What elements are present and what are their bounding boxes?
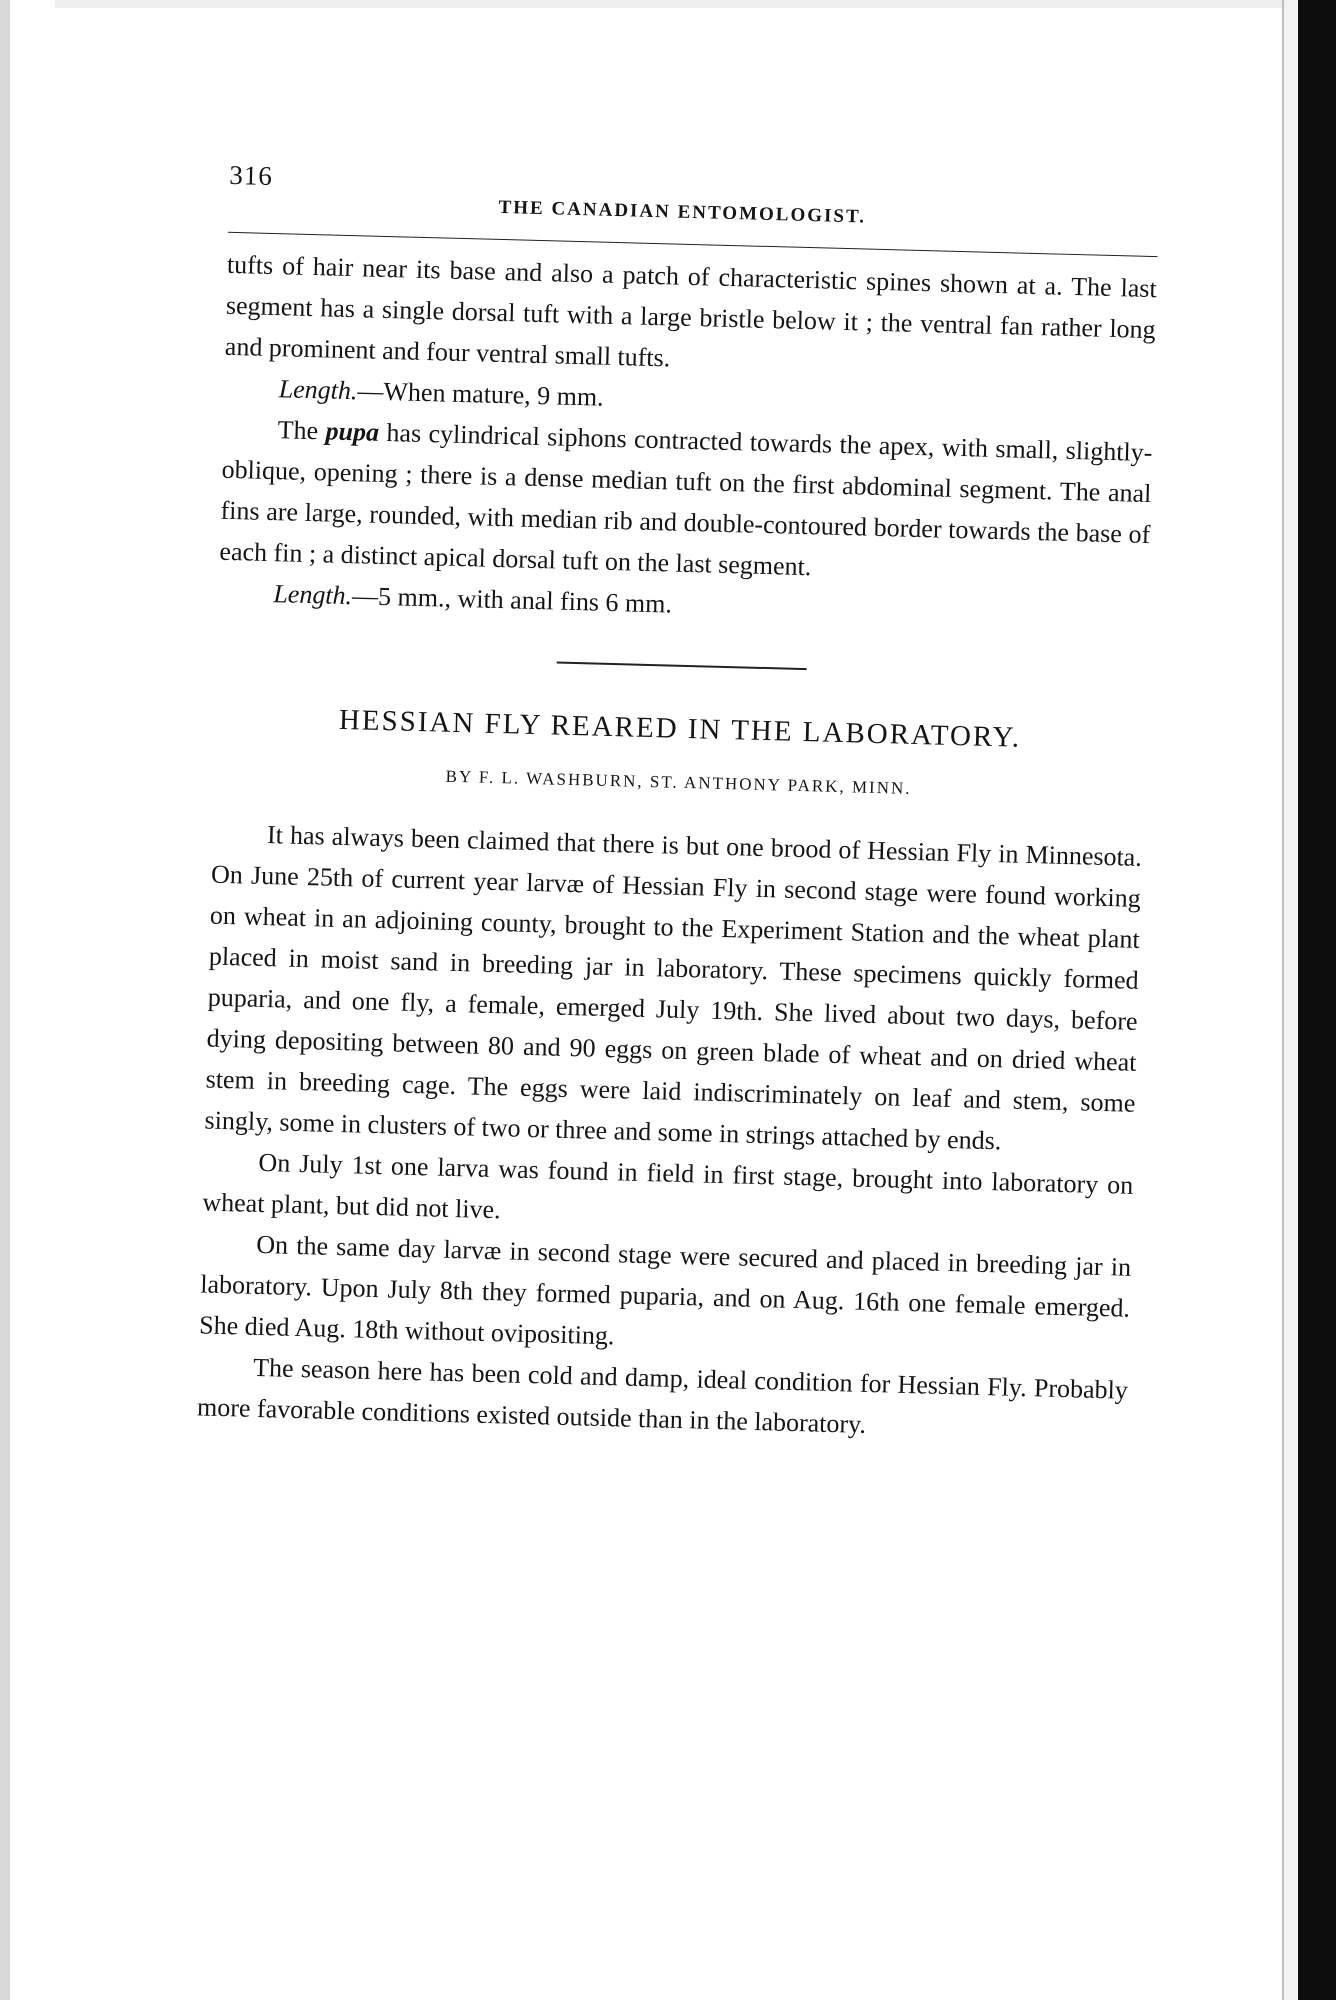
- pupa-description: has cylindrical siphons contracted towards the apex, with small, slightly-oblique, opening ; there is a dense median tuft on the first abdominal segment. The anal fins are large, rounded, with median rib and double-contoured border towards the base of each fin ; a distinct apical dorsal tuft on the last segment.: [219, 418, 1153, 582]
- article-paragraph: On July 1st one larva was found in field in first stage, brought into laboratory on wheat plant, but did not live.: [202, 1147, 1134, 1225]
- continued-paragraph: tufts of hair near its base and also a patch of characteristic spines shown at a. The last segment has a single dorsal tuft with a large bristle below it ; the ventral fan rather long and prominent and four ventral small tufts.: [224, 249, 1158, 373]
- article-paragraph: It has always been claimed that there is but one brood of Hessian Fly in Minnesota. On June 25th of current year larvæ of Hessian Fly in second stage were found working on wheat in an adjoining county, brought to the Experiment Station and the wheat plant placed in moist sand in breeding jar in laboratory. These specimens quickly formed puparia, and one fly, a female, emerged July 19th. She lived about two days, before dying depositing between 80 and 90 eggs on green blade of wheat and on dried wheat stem in breeding cage. The eggs were laid indiscriminately on leaf and stem, some singly, some in clusters of two or three and some in strings attached by ends.: [204, 820, 1143, 1156]
- article-byline: BY F. L. WASHBURN, ST. ANTHONY PARK, MINN.: [445, 766, 912, 798]
- length-label: Length.: [278, 374, 358, 406]
- article-paragraph: On the same day larvæ in second stage were secured and placed in breeding jar in laboratory. Upon July 8th they formed puparia, and on Aug. 16th one female emerged. She died Aug. 18th without ovipositing.: [198, 1229, 1132, 1351]
- pupa-paragraph: [219, 408, 1153, 596]
- article-title: HESSIAN FLY REARED IN THE LABORATORY.: [338, 703, 1022, 754]
- length-label: Length.: [273, 579, 353, 611]
- scan-border-top: [55, 0, 1305, 8]
- journal-page: [158, 150, 1169, 1439]
- page-body: [197, 244, 1158, 1452]
- length-mature-text: —When mature, 9 mm.: [357, 376, 605, 412]
- section-divider: [557, 662, 807, 671]
- article-paragraph: The season here has been cold and damp, ideal condition for Hessian Fly. Probably more favorable conditions existed outside than in the laboratory.: [196, 1352, 1129, 1439]
- length-pupa-text: —5 mm., with anal fins 6 mm.: [351, 581, 673, 619]
- journal-title: THE CANADIAN ENTOMOLOGIST.: [498, 196, 867, 228]
- scan-border-left: [0, 0, 10, 2000]
- scan-border-right: [1298, 0, 1336, 2000]
- page-number: 316: [228, 159, 274, 191]
- running-head: [158, 150, 1169, 246]
- pupa-term: pupa: [325, 416, 380, 447]
- pupa-lead: The: [277, 415, 319, 446]
- scan-border-right-inner: [1282, 0, 1298, 2000]
